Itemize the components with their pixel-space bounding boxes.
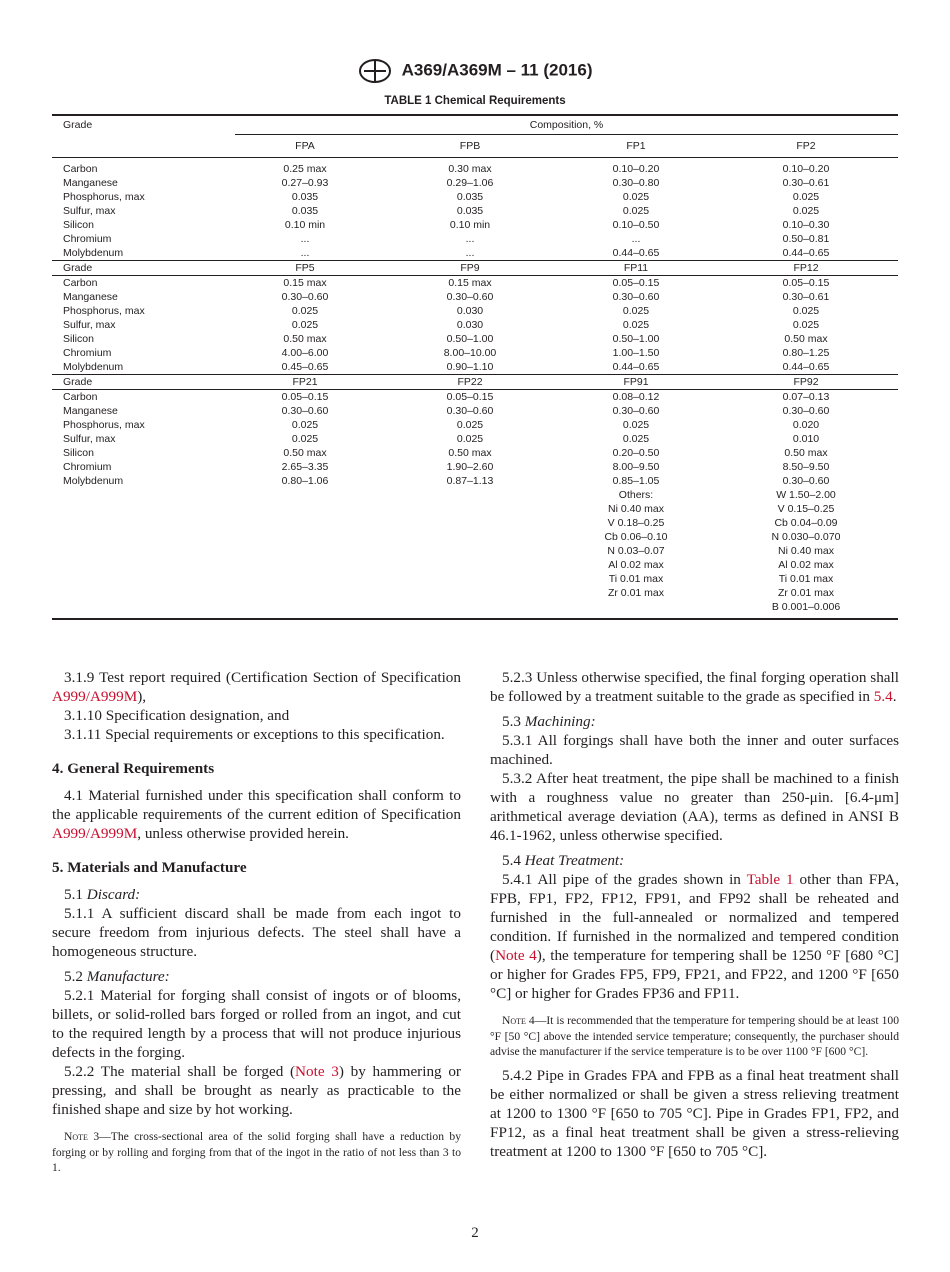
element-name: Manganese — [63, 291, 118, 303]
cell-value: 0.020 — [792, 419, 820, 431]
paragraph — [52, 967, 461, 986]
text-run: 5.2.1 Material for forging shall consist of ingots or of blooms, billets, or solid-rolled bars forged or rolled from an ingot, and cut to the required length by a process that will not produce injurious defects in the forging. — [52, 987, 461, 1061]
table-header-row — [52, 116, 898, 134]
cell-value: 8.00–10.00 — [443, 347, 497, 359]
cell-value: 0.10–0.20 — [612, 163, 660, 175]
table-row — [52, 404, 898, 418]
cell-value: 0.025 — [456, 433, 484, 445]
text-run: Note — [64, 1130, 88, 1143]
cell-value: 8.00–9.50 — [612, 461, 660, 473]
grade-label: Grade — [63, 262, 93, 274]
other-element: Others: — [618, 489, 654, 501]
other-element: N 0.03–0.07 — [607, 545, 665, 557]
text-run: 5.3.1 All forgings shall have both the inner and outer surfaces machined. — [490, 732, 899, 768]
subsection-title: Manufacture: — [86, 968, 170, 985]
cell-value: 0.010 — [792, 433, 820, 445]
grade-header: Grade — [63, 119, 93, 131]
astm-logo-icon — [358, 58, 392, 84]
grade-name: FP11 — [623, 262, 649, 274]
cell-value: 0.30–0.60 — [612, 291, 660, 303]
others-row — [52, 530, 898, 544]
grade-label: Grade — [63, 376, 93, 388]
subsection-title: Machining: — [524, 713, 596, 730]
right-column — [490, 668, 899, 1161]
cell-value: 0.025 — [622, 419, 650, 431]
text-run: Note — [502, 1014, 526, 1027]
cell-value: 2.65–3.35 — [281, 461, 329, 473]
cell-value: 0.07–0.13 — [782, 391, 830, 403]
cell-value: 0.030 — [456, 319, 484, 331]
text-run: 3.1.11 Special requirements or exceptions to this specification. — [64, 726, 445, 743]
cell-value: 0.035 — [291, 205, 319, 217]
cell-value: 0.30–0.60 — [446, 405, 494, 417]
other-element: Ni 0.40 max — [777, 545, 835, 557]
cell-value: 0.30–0.60 — [782, 405, 830, 417]
paragraph — [52, 725, 461, 744]
other-element: N 0.030–0.070 — [771, 531, 841, 543]
others-row — [52, 572, 898, 586]
grade-name: FP9 — [460, 262, 480, 274]
element-name: Phosphorus, max — [63, 305, 145, 317]
cell-value: 0.025 — [792, 305, 820, 317]
note — [490, 1013, 899, 1060]
cell-value: 0.30–0.60 — [281, 291, 329, 303]
table-row — [52, 418, 898, 432]
other-element: Cb 0.06–0.10 — [604, 531, 668, 543]
grade-row — [52, 260, 898, 276]
grade-name: FPB — [459, 140, 481, 152]
grade-name: FP21 — [292, 376, 318, 388]
element-name: Carbon — [63, 163, 98, 175]
cell-value: ... — [300, 247, 310, 259]
text-run: other than FPA, FPB, FP1, FP2, FP12, FP91, and FP92 shall be reheated and furnished in the full-annealed or normalized and tempered condition. If furnished in the normalized and tempered condition ( — [490, 871, 900, 964]
text-run: 5.3 — [502, 713, 525, 730]
text-run: 5.2.3 Unless otherwise specified, the final forging operation shall be followed by a treatment suitable to the grade as specified in — [490, 669, 899, 705]
subsection-title: Heat Treatment: — [524, 852, 625, 869]
text-run: 3—The cross-sectional area of the solid forging shall have a reduction by forging or by rolling and forging from that of the ingot in the ratio of not less than 3 to 1. — [52, 1130, 461, 1174]
table-row — [52, 204, 898, 218]
cell-value: 0.025 — [291, 319, 319, 331]
paragraph — [490, 668, 899, 706]
text-run: 5.1.1 A sufficient discard shall be made from each ingot to secure freedom from injurious defects. The steel shall have a homogeneous structure. — [52, 905, 461, 960]
cell-value: 0.80–1.25 — [782, 347, 830, 359]
text-run: ), the temperature for tempering shall be 1250 °F [680 °C] or higher for Grades FP5, FP9, FP21, and FP22, and 1200 °F [650 °C] or higher for Grades FP36 and FP11. — [490, 947, 899, 1002]
paragraph — [52, 986, 461, 1062]
cell-value: 0.025 — [792, 191, 820, 203]
other-element: Ti 0.01 max — [608, 573, 664, 585]
document-header — [0, 58, 950, 84]
cross-reference-link[interactable]: A999/A999M — [52, 825, 138, 842]
cell-value: 4.00–6.00 — [281, 347, 329, 359]
grade-name: FP12 — [793, 262, 819, 274]
cell-value: 0.025 — [792, 205, 820, 217]
cell-value: 0.25 max — [283, 163, 327, 175]
text-run: 5.4 — [502, 852, 525, 869]
table-row — [52, 162, 898, 176]
other-element: Zr 0.01 max — [777, 587, 835, 599]
cell-value: ... — [300, 233, 310, 245]
element-name: Manganese — [63, 177, 118, 189]
table-row — [52, 290, 898, 304]
cell-value: 0.10–0.20 — [782, 163, 830, 175]
grade-row — [52, 374, 898, 390]
others-row — [52, 544, 898, 558]
grade-name: FPA — [295, 140, 315, 152]
paragraph — [490, 769, 899, 845]
others-row — [52, 502, 898, 516]
cell-value: 0.50 max — [283, 333, 327, 345]
cell-value: 0.44–0.65 — [612, 247, 660, 259]
cross-reference-link[interactable]: Note 3 — [295, 1063, 339, 1080]
element-name: Phosphorus, max — [63, 419, 145, 431]
cell-value: 8.50–9.50 — [782, 461, 830, 473]
table-row — [52, 304, 898, 318]
element-name: Molybdenum — [63, 247, 124, 259]
text-run: 5.3.2 After heat treatment, the pipe shall be machined to a finish with a roughness value no greater than 250-μin. [6.4-μm] arithmetical average deviation (AA), terms as defined in ANSI B 46.1-1962, unless otherwise specified. — [490, 770, 899, 844]
element-name: Silicon — [63, 219, 94, 231]
element-name: Silicon — [63, 333, 94, 345]
cell-value: 0.10 min — [284, 219, 326, 231]
text-run: 4—It is recommended that the temperature for tempering should be at least 100 °F [50 °C] above the intended service temperature; consequently, the purchaser should advise the manufacturer if the service temperature is to be over 1100 °F [600 °C]. — [490, 1014, 899, 1058]
cell-value: ... — [465, 233, 475, 245]
table-row — [52, 246, 898, 260]
other-element: Cb 0.04–0.09 — [774, 517, 838, 529]
composition-header: Composition, % — [529, 119, 604, 131]
table-row — [52, 232, 898, 246]
cell-value: 0.10–0.50 — [612, 219, 660, 231]
text-run: 4. General Requirements — [52, 760, 215, 777]
cell-value: 0.20–0.50 — [612, 447, 660, 459]
cell-value: 0.05–0.15 — [281, 391, 329, 403]
cell-value: 0.025 — [622, 191, 650, 203]
grade-row — [52, 135, 898, 158]
note — [52, 1129, 461, 1176]
paragraph — [52, 786, 461, 843]
element-name: Sulfur, max — [63, 319, 116, 331]
cell-value: 0.025 — [622, 205, 650, 217]
designation: A369/A369M – 11 (2016) — [401, 60, 593, 80]
cell-value: 0.90–1.10 — [446, 361, 494, 373]
cross-reference-link[interactable]: A999/A999M — [52, 688, 138, 705]
element-name: Chromium — [63, 461, 112, 473]
others-row — [52, 488, 898, 502]
cross-reference-link[interactable]: 5.4 — [873, 688, 893, 705]
others-row — [52, 586, 898, 600]
element-name: Chromium — [63, 233, 112, 245]
grade-name: FP5 — [295, 262, 315, 274]
section-heading — [52, 858, 461, 877]
cell-value: ... — [465, 247, 475, 259]
text-run: , unless otherwise provided herein. — [137, 825, 349, 842]
element-name: Molybdenum — [63, 361, 124, 373]
table-row — [52, 190, 898, 204]
text-run: . — [892, 688, 897, 705]
table-row — [52, 360, 898, 374]
text-run: ) by hammering or pressing, and shall be brought as nearly as practicable to the finished shape and size by hot working. — [52, 1063, 461, 1118]
table-row — [52, 390, 898, 404]
other-element: V 0.18–0.25 — [607, 517, 665, 529]
left-column — [52, 668, 461, 1182]
table-row — [52, 218, 898, 232]
cell-value: 0.50–1.00 — [446, 333, 494, 345]
cell-value: 0.50–0.81 — [782, 233, 830, 245]
text-run: 4.1 Material furnished under this specification shall conform to the applicable requirements of the current edition of Specification — [52, 787, 461, 823]
table-title: TABLE 1 Chemical Requirements — [384, 95, 566, 107]
paragraph — [52, 1062, 461, 1119]
cell-value: 0.025 — [291, 305, 319, 317]
grade-name: FP22 — [457, 376, 483, 388]
cell-value: 0.29–1.06 — [446, 177, 494, 189]
element-name: Carbon — [63, 391, 98, 403]
cell-value: 0.05–0.15 — [612, 277, 660, 289]
table-row — [52, 446, 898, 460]
text-run: 5.4.2 Pipe in Grades FPA and FPB as a final heat treatment shall be either normalized or shall be given a stress relieving treatment at 1200 to 1300 °F [650 to 705 °C]. Pipe in Grades FP1, FP2, and FP12, as a final heat treatment shall be given a stress-relieving treatment at 1200 to 1300 °F [650 to 705 °C]. — [490, 1066, 899, 1160]
cell-value: 0.035 — [291, 191, 319, 203]
chemical-requirements-table — [52, 114, 898, 620]
cell-value: 0.44–0.65 — [782, 361, 830, 373]
paragraph — [52, 706, 461, 725]
cell-value: 0.025 — [291, 419, 319, 431]
subsection-title: Discard: — [86, 886, 141, 903]
cell-value: 0.30–0.60 — [281, 405, 329, 417]
other-element: Ni 0.40 max — [607, 503, 665, 515]
cell-value: 0.30 max — [448, 163, 492, 175]
cell-value: 0.44–0.65 — [782, 247, 830, 259]
cell-value: 1.00–1.50 — [612, 347, 660, 359]
cell-value: 0.15 max — [448, 277, 492, 289]
paragraph — [52, 904, 461, 961]
cell-value: 0.50 max — [283, 447, 327, 459]
element-name: Sulfur, max — [63, 433, 116, 445]
page-number: 2 — [471, 1225, 479, 1241]
table-row — [52, 474, 898, 488]
element-name: Chromium — [63, 347, 112, 359]
cell-value: 0.50–1.00 — [612, 333, 660, 345]
grade-name: FP1 — [626, 140, 646, 152]
others-row — [52, 516, 898, 530]
cell-value: 0.10–0.30 — [782, 219, 830, 231]
table-row — [52, 460, 898, 474]
element-name: Carbon — [63, 277, 98, 289]
other-element: Al 0.02 max — [608, 559, 664, 571]
element-name: Molybdenum — [63, 475, 124, 487]
cell-value: 0.025 — [622, 319, 650, 331]
grade-name: FP92 — [793, 376, 819, 388]
element-name: Silicon — [63, 447, 94, 459]
cell-value: 0.30–0.61 — [782, 291, 830, 303]
cell-value: 0.025 — [456, 419, 484, 431]
paragraph — [490, 1066, 899, 1161]
other-element: B 0.001–0.006 — [771, 601, 841, 613]
table-row — [52, 318, 898, 332]
table-row — [52, 346, 898, 360]
cell-value: 0.035 — [456, 191, 484, 203]
other-element: Ti 0.01 max — [778, 573, 834, 585]
text-run: 5.4.1 All pipe of the grades shown in — [502, 871, 747, 888]
text-run: 3.1.9 Test report required (Certification Section of Specification — [64, 669, 461, 686]
cell-value: 0.85–1.05 — [612, 475, 660, 487]
paragraph — [490, 712, 899, 731]
paragraph — [490, 851, 899, 870]
cell-value: 0.030 — [456, 305, 484, 317]
others-row — [52, 558, 898, 572]
other-element: V 0.15–0.25 — [777, 503, 835, 515]
paragraph — [490, 870, 899, 1003]
cell-value: 0.30–0.61 — [782, 177, 830, 189]
paragraph — [52, 668, 461, 706]
paragraph — [490, 731, 899, 769]
paragraph — [52, 885, 461, 904]
cell-value: 0.45–0.65 — [281, 361, 329, 373]
cell-value: 0.08–0.12 — [612, 391, 660, 403]
cross-reference-link[interactable]: Note 4 — [495, 947, 537, 964]
cell-value: 0.025 — [622, 433, 650, 445]
table-row — [52, 176, 898, 190]
cell-value: 0.05–0.15 — [782, 277, 830, 289]
other-element: Zr 0.01 max — [607, 587, 665, 599]
text-run: 5. Materials and Manufacture — [52, 859, 247, 876]
others-row — [52, 600, 898, 614]
text-run: ), — [137, 688, 147, 705]
table-row — [52, 276, 898, 290]
cell-value: 0.50 max — [784, 447, 828, 459]
grade-name: FP91 — [623, 376, 649, 388]
cell-value: 0.30–0.80 — [612, 177, 660, 189]
other-element: Al 0.02 max — [778, 559, 834, 571]
cell-value: 0.15 max — [283, 277, 327, 289]
cell-value: 0.30–0.60 — [782, 475, 830, 487]
grade-name: FP2 — [796, 140, 816, 152]
cell-value: 0.30–0.60 — [612, 405, 660, 417]
element-name: Manganese — [63, 405, 118, 417]
cell-value: 0.80–1.06 — [281, 475, 329, 487]
cell-value: ... — [631, 233, 641, 245]
text-run: 5.2.2 The material shall be forged ( — [64, 1063, 296, 1080]
cell-value: 0.44–0.65 — [612, 361, 660, 373]
cell-value: 0.05–0.15 — [446, 391, 494, 403]
section-heading — [52, 759, 461, 778]
cell-value: 0.87–1.13 — [446, 475, 494, 487]
cell-value: 0.50 max — [448, 447, 492, 459]
cell-value: 0.025 — [622, 305, 650, 317]
cell-value: 0.27–0.93 — [281, 177, 329, 189]
cell-value: 0.035 — [456, 205, 484, 217]
table-row — [52, 432, 898, 446]
cell-value: 0.025 — [291, 433, 319, 445]
text-run: 3.1.10 Specification designation, and — [64, 707, 290, 724]
cell-value: 0.50 max — [784, 333, 828, 345]
element-name: Phosphorus, max — [63, 191, 145, 203]
table-row — [52, 332, 898, 346]
cell-value: 1.90–2.60 — [446, 461, 494, 473]
cell-value: 0.30–0.60 — [446, 291, 494, 303]
other-element: W 1.50–2.00 — [776, 489, 836, 501]
element-name: Sulfur, max — [63, 205, 116, 217]
cell-value: 0.025 — [792, 319, 820, 331]
text-run: 5.2 — [64, 968, 87, 985]
cross-reference-link[interactable]: Table 1 — [746, 871, 794, 888]
cell-value: 0.10 min — [449, 219, 491, 231]
text-run: 5.1 — [64, 886, 87, 903]
